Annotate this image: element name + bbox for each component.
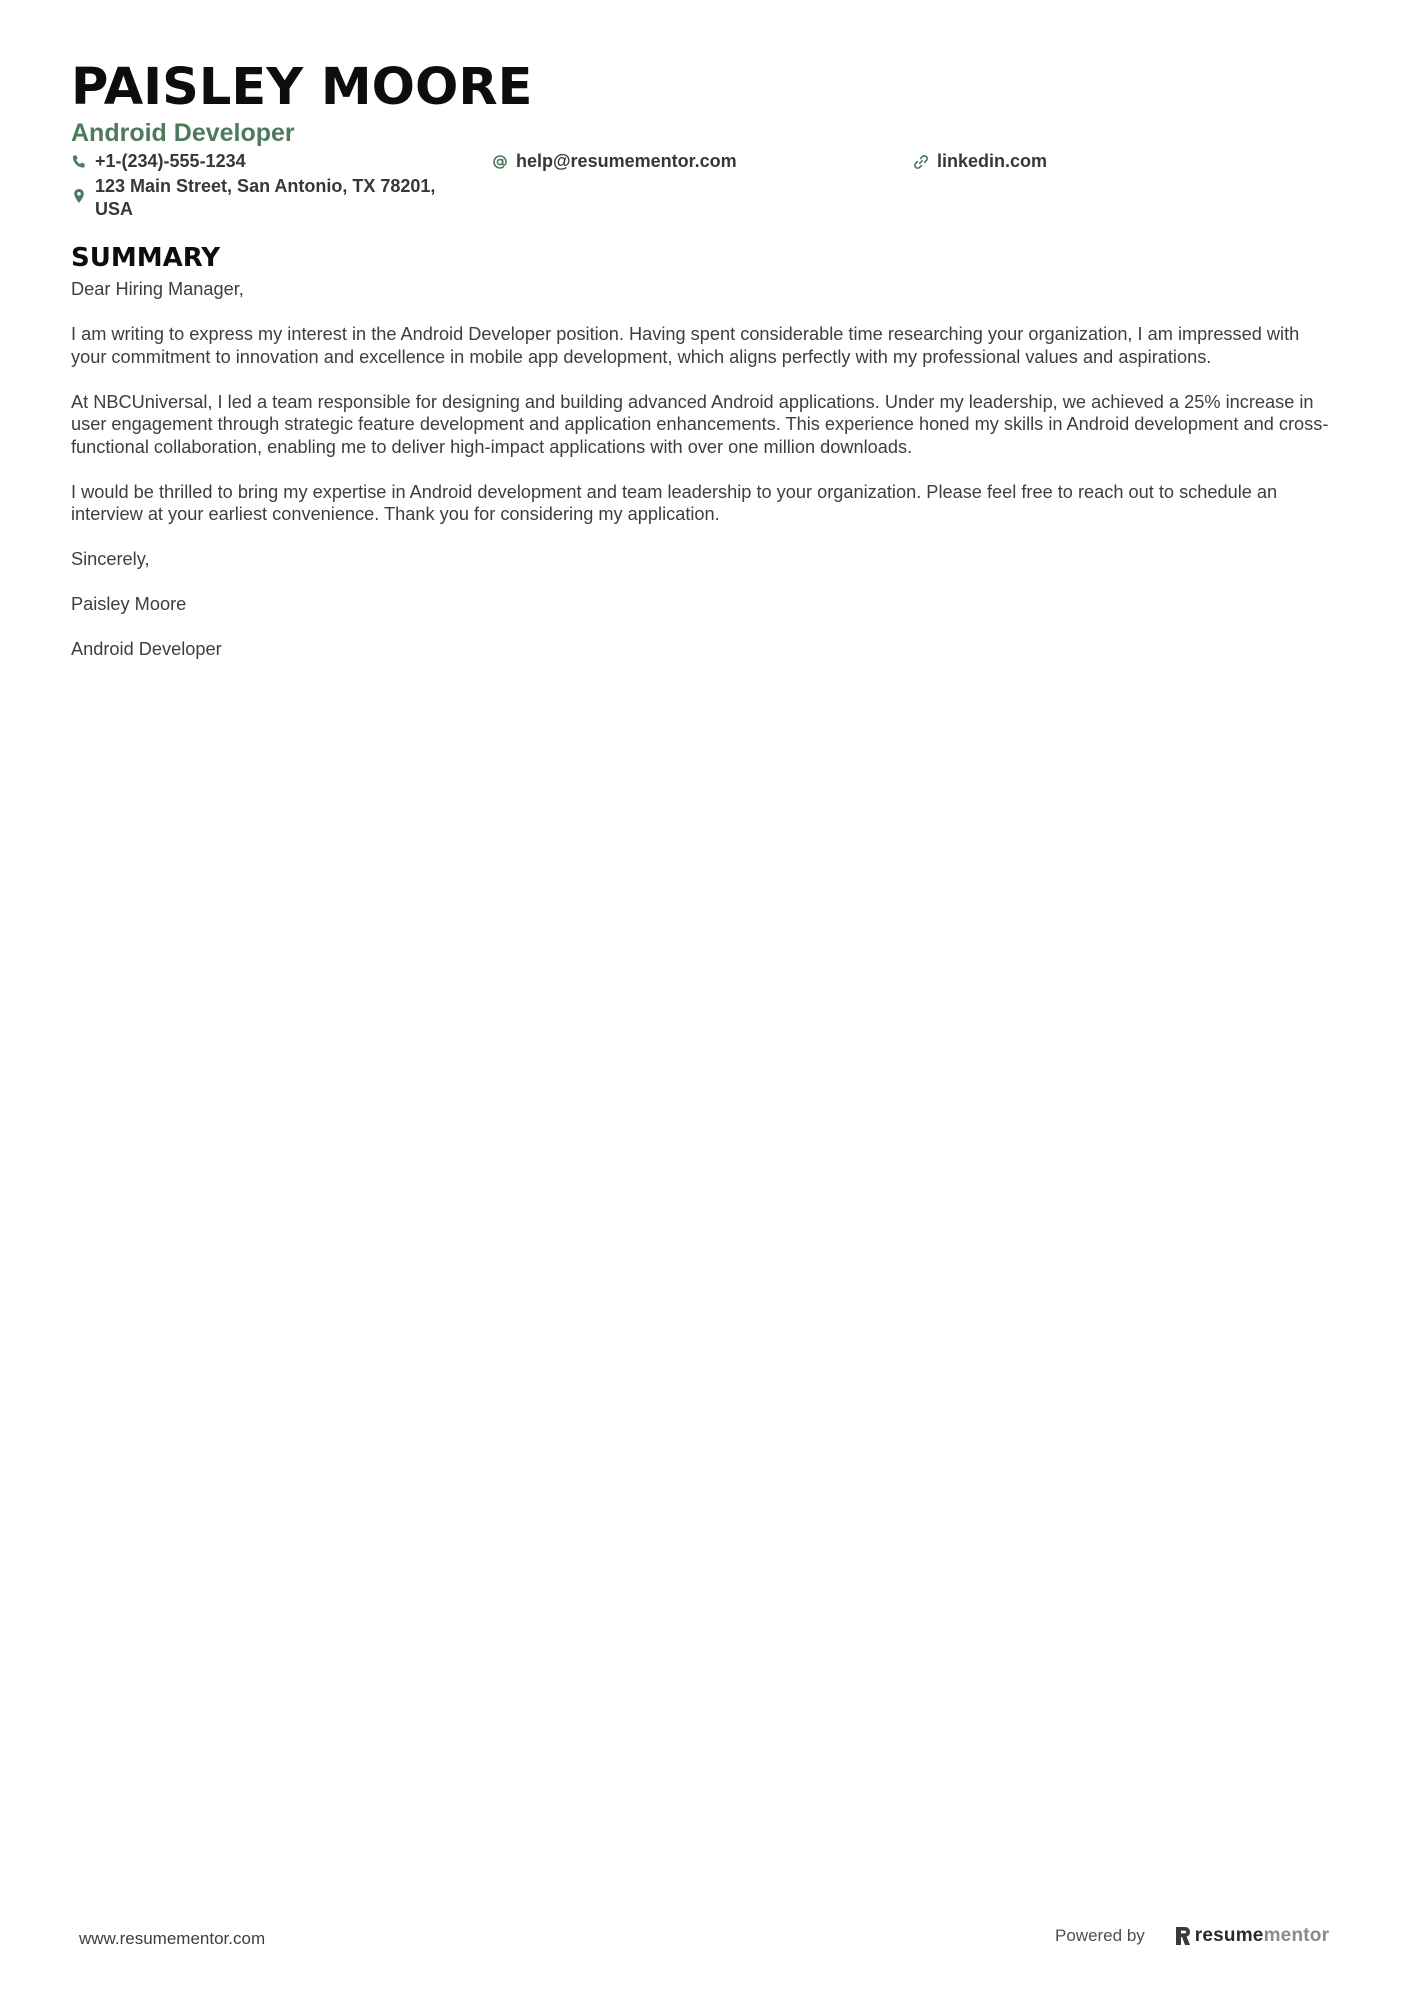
candidate-role: Android Developer (71, 119, 295, 147)
resumementor-logo-text (1195, 1925, 1329, 1947)
signature-name: Paisley Moore (71, 594, 187, 614)
contact-address (71, 175, 451, 221)
letter-paragraph: I would be thrilled to bring my expertise in Android development and team leadership to your organization. Please feel free to reach out to schedule an interview at your earliest convenience. Thank you for considering my application. (71, 481, 1278, 524)
contact-email[interactable] (492, 150, 913, 173)
at-icon (492, 153, 508, 169)
linkedin-text: linkedin.com (937, 151, 1048, 171)
phone-icon (71, 153, 87, 169)
letter-paragraph: I am writing to express my interest in the Android Developer position. Having spent considerable time researching your organization, I am impressed with your commitment to innovation and excellence in mobile app development, which aligns perfectly with my professional values and aspirations. (71, 324, 1300, 367)
logo-text-bold: resume (1194, 1925, 1264, 1946)
powered-by-label: Powered by (1055, 1926, 1145, 1945)
footer-website-link[interactable]: www.resumementor.com (79, 1929, 266, 1948)
signature-title: Android Developer (71, 639, 222, 659)
summary-heading: SUMMARY (71, 243, 221, 273)
contact-linkedin[interactable] (913, 150, 1334, 173)
contact-phone[interactable] (71, 150, 492, 173)
candidate-name: PAISLEY MOORE (71, 58, 533, 117)
email-text: help@resumementor.com (516, 151, 737, 171)
address-text: 123 Main Street, San Antonio, TX 78201, USA (95, 176, 436, 219)
link-icon (913, 153, 929, 169)
location-pin-icon (71, 187, 87, 203)
cover-letter-page (71, 58, 1339, 683)
salutation: Dear Hiring Manager, (71, 279, 244, 299)
closing: Sincerely, (71, 549, 150, 569)
logo-text-light: mentor (1263, 1925, 1330, 1946)
phone-text: +1-(234)-555-1234 (95, 151, 246, 171)
resumementor-logo[interactable] (1175, 1925, 1329, 1947)
resumementor-logo-icon (1175, 1926, 1191, 1946)
letter-body (71, 278, 1339, 661)
contact-info (71, 150, 1339, 221)
letter-paragraph: At NBCUniversal, I led a team responsible for designing and building advanced Android applications. Under my leadership, we achieved a 25% increase in user engagement through strategic feature development and application enhancements. This experience honed my skills in Android development and cross-functional collaboration, enabling me to deliver high-impact applications with over one million downloads. (71, 391, 1329, 457)
footer-branding (1055, 1925, 1329, 1947)
